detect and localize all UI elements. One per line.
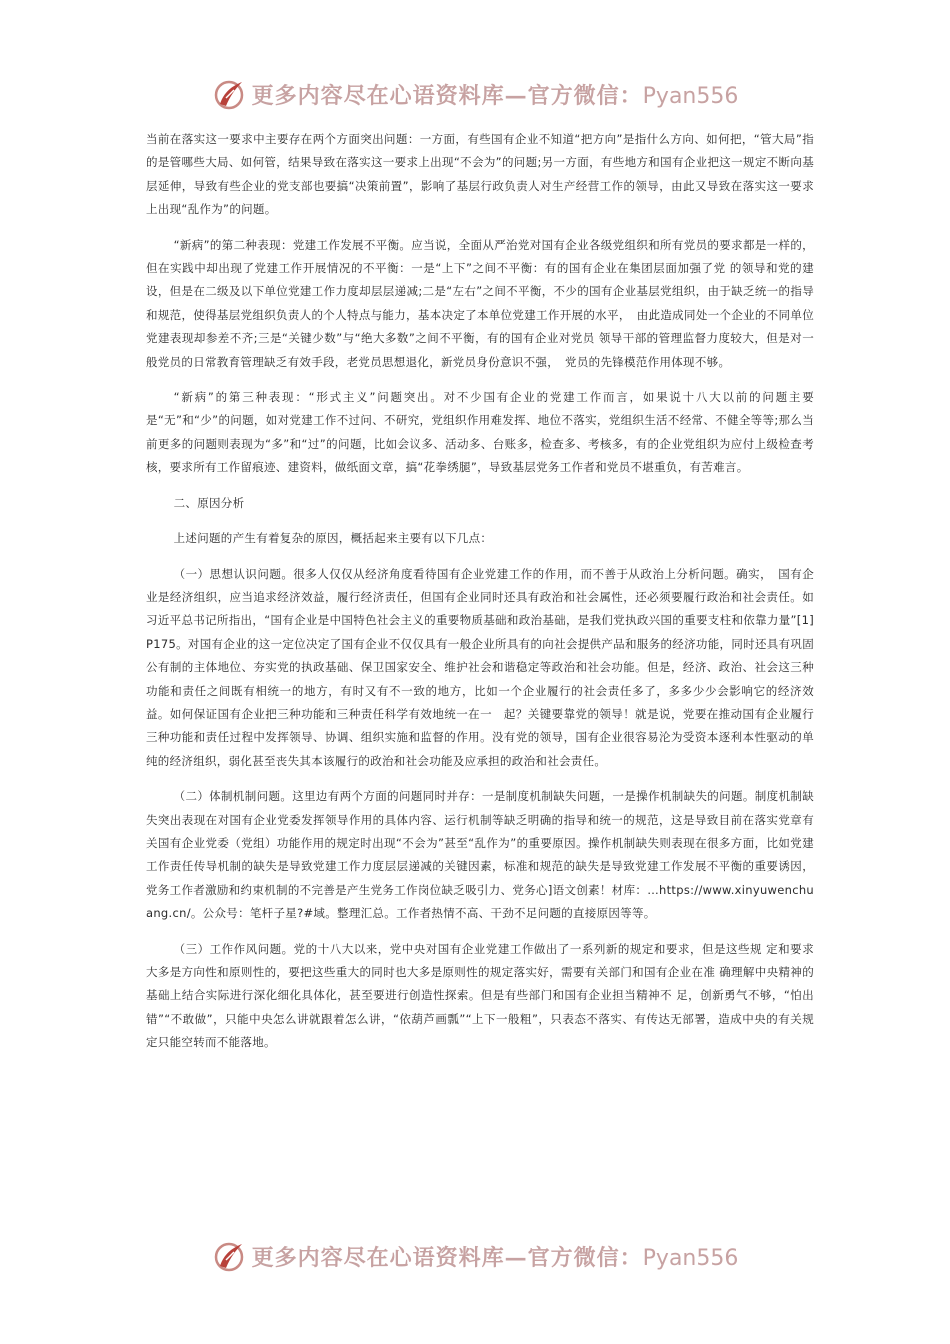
header-banner (0, 74, 950, 114)
paragraph-3: “新病”的第三种表现：“形式主义”问题突出。对不少国有企业的党建工作而言，如果说十八大以前的问题主要是“无”和“少”的问题，如对党建工作不过问、不研究，党组织作用难发挥、地位不落实，党组织生活不经常、不健全等等;那么当前更多的问题则表现为“多”和“过”的问题，比如会议多、活动多、台账多，检查多、考核多，有的企业党组织为应付上级检查考核，要求所有工作留痕迹、建资料，做纸面文章，搞“花拳绣腿”，导致基层党务工作者和党员不堪重负，有苦难言。 (146, 390, 814, 475)
paragraph-2: “新病”的第二种表现：党建工作发展不平衡。应当说，全面从严治党对国有企业各级党组织和所有党员的要求都是一样的，但在实践中却出现了党建工作开展情况的不平衡：一是“上下”之间不平衡：有的国有企业在集团层面加强了党 的领导和党的建设，但是在二级及以下单位党建工作力度却层层递减;二是“左右”之间不平衡，不少的国有企业基层党组织，由于缺乏统一的指导和规范，使得基层党组织负责人的个人特点与能力，基本决定了本单位党建工作开展的水平， 由此造成同处一个企业的不同单位党建表现却参差不齐;三是“关键少数”与“绝大多数”之间不平衡，有的国有企业对党员 领导干部的管理监督力度较大，但是对一般党员的日常教育管理缺乏有效手段，老党员思想退化，新党员身份意识不强， 党员的先锋模范作用体现不够。 (146, 237, 814, 369)
wechat-id: Pyan556 (642, 83, 739, 109)
section-heading: 二、原因分析 (173, 495, 245, 510)
paragraph-1: 当前在落实这一要求中主要存在两个方面突出问题：一方面，有些国有企业不知道“把方向”是指什么方向、如何把，“管大局”指的是管哪些大局、如何管，结果导致在落实这一要求上出现“不会为”的问题;另一方面，有些地方和国有企业把这一规定不断向基层延伸，导致有些企业的党支部也要搞“决策前置”，影响了基层行政负责人对生产经营工作的领导，由此又导致在落实这一要求上出现“乱作为”的问题。 (146, 132, 814, 217)
banner-text: 更多内容尽在心语资料库—官方微信：Pyan556 (251, 82, 739, 109)
paragraph-4: 上述问题的产生有着复杂的原因，概括起来主要有以下几点： (173, 531, 493, 546)
paragraph-7: （三）工作作风问题。党的十八大以来，党中央对国有企业党建工作做出了一系列新的规定和要求，但是这些规 定和要求大多是方向性和原则性的，要把这些重大的同时也大多是原则性的规定落实好，需要有关部门和国有企业在准 确理解中央精神的基础上结合实际进行深化细化具体化，甚至要进行创造性探索。但是有些部门和国有企业担当精神不 足，创新勇气不够，“怕出错”“不敢做”，只能中央怎么讲就跟着怎么讲，“依葫芦画瓢”“上下一般粗”，只表态不落实、有传达无部署，造成中央的有关规定只能空转而不能落地。 (146, 941, 814, 1050)
logo-icon (212, 76, 248, 112)
document-body (146, 128, 814, 1055)
banner-text: 更多内容尽在心语资料库—官方微信：Pyan556 (251, 1244, 739, 1271)
logo-icon (212, 1238, 248, 1274)
paragraph-5: （一）思想认识问题。很多人仅仅从经济角度看待国有企业党建工作的作用，而不善于从政治上分析问题。确实， 国有企业是经济组织，应当追求经济效益，履行经济责任，但国有企业同时还具有政治和社会属性，还必须要履行政治和社会责任。如习近平总书记所指出，“国有企业是中国特色社会主义的重要物质基础和政治基础，是我们党执政兴国的重要支柱和依靠力量”[1]P175。对国有企业的这一定位决定了国有企业不仅仅具有一般企业所具有的向社会提供产品和服务的经济功能，同时还具有巩固公有制的主体地位、夯实党的执政基础、保卫国家安全、维护社会和谐稳定等政治和社会功能。但是，经济、政治、社会这三种功能和责任之间既有相统一的地方，有时又有不一致的地方，比如一个企业履行的社会责任多了，多多少少会影响它的经济效益。如何保证国有企业把三种功能和三种责任科学有效地统一在一 起？关键要靠党的领导！就是说，党要在推动国有企业履行三种功能和责任过程中发挥领导、协调、组织实施和监督的作用。没有党的领导，国有企业很容易沦为受资本逐利本性驱动的单纯的经济组织，弱化甚至丧失其本该履行的政治和社会功能及应承担的政治和社会责任。 (146, 566, 814, 768)
footer-banner (0, 1236, 950, 1276)
wechat-id: Pyan556 (642, 1245, 739, 1271)
paragraph-6: （二）体制机制问题。这里边有两个方面的问题同时并存：一是制度机制缺失问题，一是操作机制缺失的问题。制度机制缺失突出表现在对国有企业党委发挥领导作用的具体内容、运行机制等缺乏明确的指导和统一的规范，这是导致目前在落实党章有关国有企业党委（党组）功能作用的规定时出现“不会为”甚至“乱作为”的重要原因。操作机制缺失则表现在很多方面，比如党建工作责任传导机制的缺失是导致党建工作力度层层递减的关键因素，标准和规范的缺失是导致党建工作发展不平衡的重要诱因，党务工作者激励和约束机制的不完善是产生党务工作岗位缺乏吸引力、党务心]语文创素！材库：…https://www.xinyuwenchuang.cn/。公众号：笔杆子星?#域。整理汇总。工作者热情不高、干劲不足问题的直接原因等等。 (146, 789, 814, 921)
